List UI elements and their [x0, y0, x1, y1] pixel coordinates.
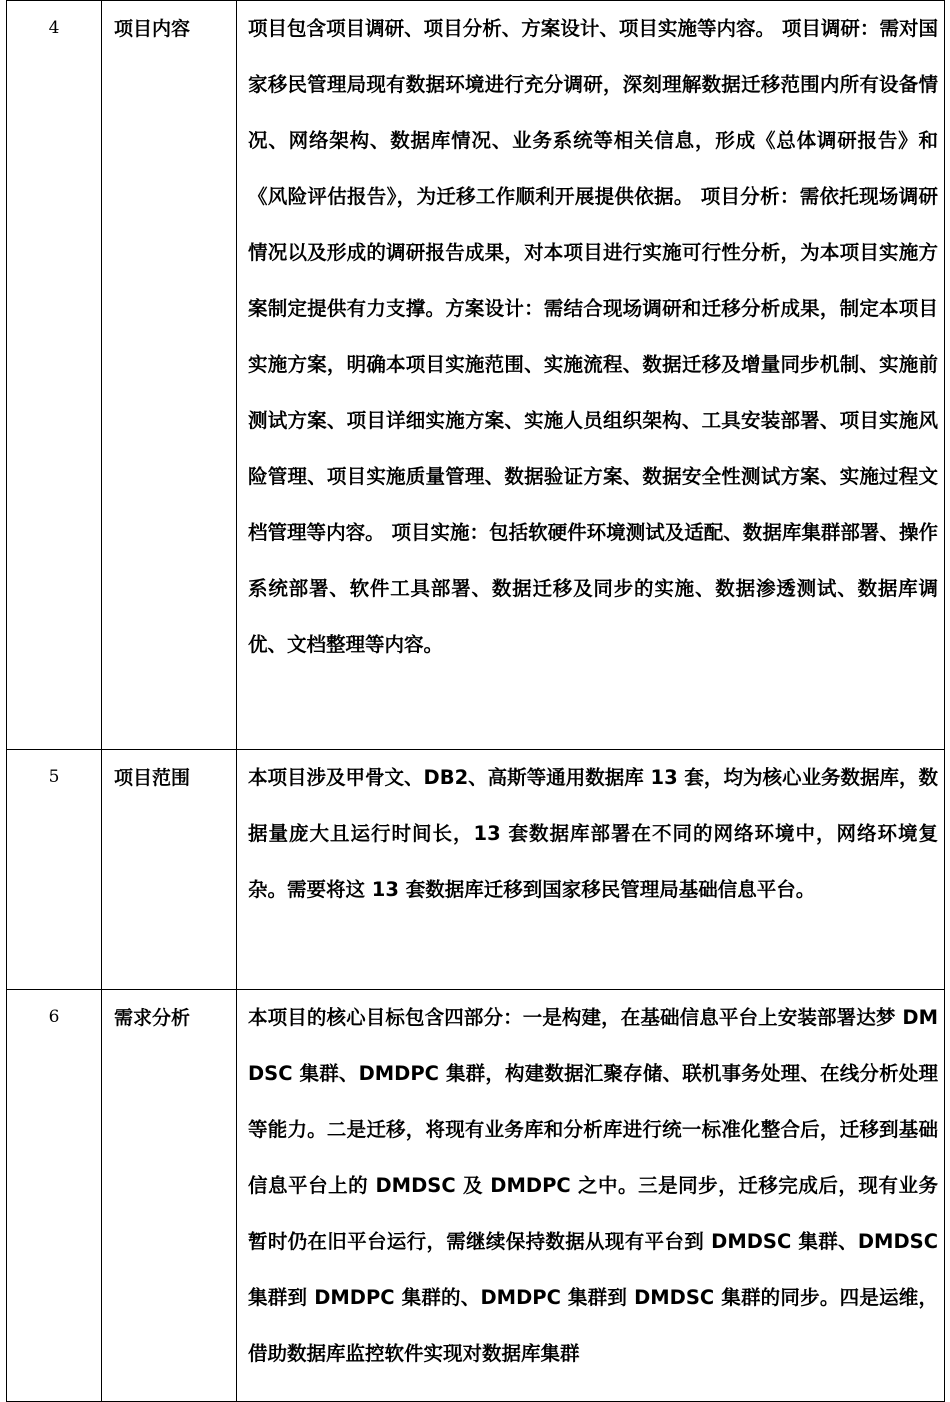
row-number: 4	[7, 1, 102, 750]
row-label: 项目范围	[102, 750, 237, 990]
row-number: 6	[7, 990, 102, 1402]
row-content: 项目包含项目调研、项目分析、方案设计、项目实施等内容。 项目调研：需对国家移民管理局现有数据环境进行充分调研，深刻理解数据迁移范围内所有设备情况、网络架构、数据库情况、业务系统等相关信息，形成《总体调研报告》和《风险评估报告》，为迁移工作顺利开展提供依据。 项目分析：需依托现场调研情况以及形成的调研报告成果，对本项目进行实施可行性分析，为本项目实施方案制定提供有力支撑。方案设计：需结合现场调研和迁移分析成果，制定本项目实施方案，明确本项目实施范围、实施流程、数据迁移及增量同步机制、实施前测试方案、项目详细实施方案、实施人员组织架构、工具安装部署、项目实施风险管理、项目实施质量管理、数据验证方案、数据安全性测试方案、实施过程文档管理等内容。 项目实施：包括软硬件环境测试及适配、数据库集群部署、操作系统部署、软件工具部署、数据迁移及同步的实施、数据渗透测试、数据库调优、文档整理等内容。	[237, 1, 945, 750]
document-table	[6, 0, 945, 1402]
table-row	[7, 990, 945, 1402]
row-label: 需求分析	[102, 990, 237, 1402]
table-row	[7, 750, 945, 990]
row-label: 项目内容	[102, 1, 237, 750]
row-number: 5	[7, 750, 102, 990]
table-row	[7, 1, 945, 750]
row-content: 本项目涉及甲骨文、DB2、高斯等通用数据库 13 套，均为核心业务数据库，数据量庞大且运行时间长，13 套数据库部署在不同的网络环境中，网络环境复杂。需要将这 13 套数据库迁移到国家移民管理局基础信息平台。	[237, 750, 945, 990]
row-content: 本项目的核心目标包含四部分：一是构建，在基础信息平台上安装部署达梦 DMDSC 集群、DMDPC 集群，构建数据汇聚存储、联机事务处理、在线分析处理等能力。二是迁移，将现有业务库和分析库进行统一标准化整合后，迁移到基础信息平台上的 DMDSC 及 DMDPC 之中。三是同步，迁移完成后，现有业务暂时仍在旧平台运行，需继续保持数据从现有平台到 DMDSC 集群、DMDSC 集群到 DMDPC 集群的、DMDPC 集群到 DMDSC 集群的同步。四是运维，借助数据库监控软件实现对数据库集群	[237, 990, 945, 1402]
